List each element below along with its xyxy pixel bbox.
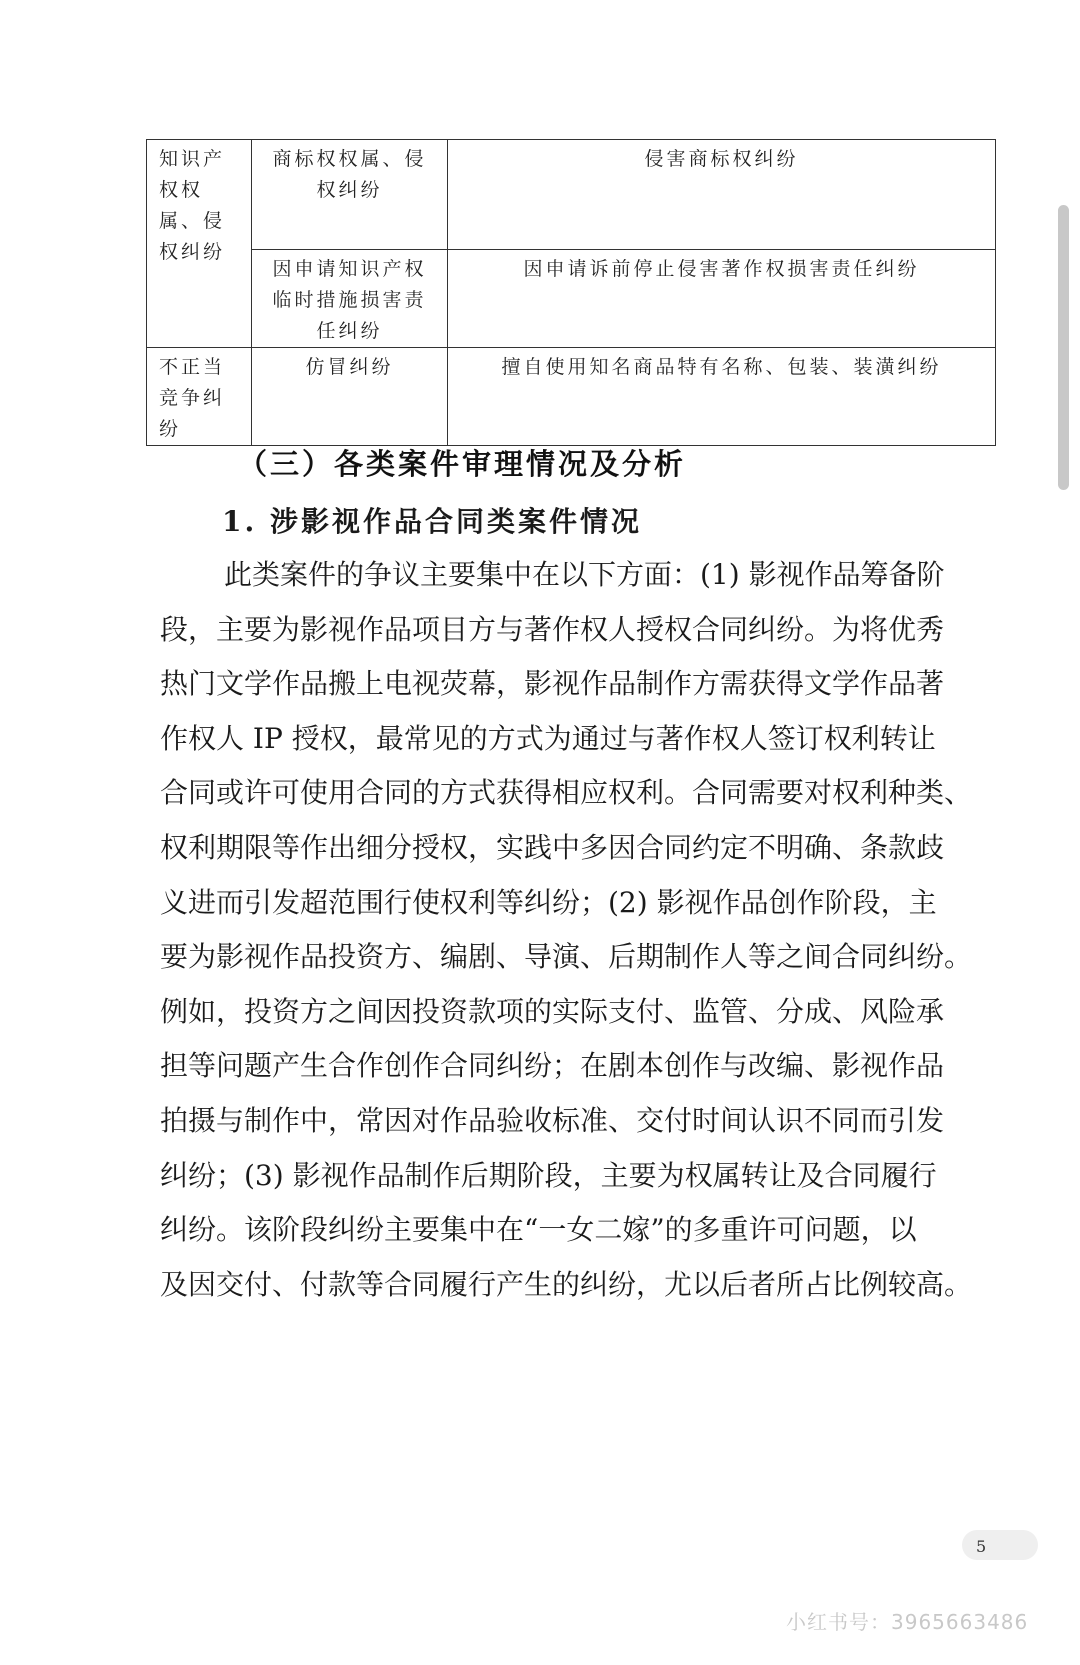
table-cell-example: 擅自使用知名商品特有名称、包装、装潢纠纷 xyxy=(448,348,996,446)
body-line: 例如，投资方之间因投资款项的实际支付、监管、分成、风险承 xyxy=(160,994,945,1028)
section-heading: （三）各类案件审理情况及分析 xyxy=(238,447,687,481)
body-line: 要为影视作品投资方、编剧、导演、后期制作人等之间合同纠纷。 xyxy=(160,940,973,974)
body-line: 义进而引发超范围行使权利等纠纷；(2) 影视作品创作阶段，主 xyxy=(160,885,937,919)
case-category-table xyxy=(146,139,996,446)
table-cell-category: 不正当竞争纠纷 xyxy=(147,348,252,446)
table-cell-subcategory: 因申请知识产权临时措施损害责任纠纷 xyxy=(252,250,448,348)
table-cell-example: 侵害商标权纠纷 xyxy=(448,140,996,250)
page-number: 5 xyxy=(976,1537,987,1556)
page-badge xyxy=(962,1530,1038,1560)
body-line: 作权人 IP 授权，最常见的方式为通过与著作权人签订权利转让 xyxy=(160,721,936,755)
body-line: 合同或许可使用合同的方式获得相应权利。合同需要对权利种类、 xyxy=(160,776,973,810)
body-line: 纠纷；(3) 影视作品制作后期阶段，主要为权属转让及合同履行 xyxy=(160,1158,937,1192)
body-line: 热门文学作品搬上电视荧幕，影视作品制作方需获得文学作品著 xyxy=(160,667,945,701)
table-row xyxy=(147,250,996,348)
sub-heading: 1. 涉影视作品合同类案件情况 xyxy=(222,505,642,538)
table-cell-subcategory: 仿冒纠纷 xyxy=(252,348,448,446)
body-line: 段，主要为影视作品项目方与著作权人授权合同纠纷。为将优秀 xyxy=(160,612,945,646)
body-line: 拍摄与制作中，常因对作品验收标准、交付时间认识不同而引发 xyxy=(160,1103,945,1137)
table-row xyxy=(147,140,996,250)
table-row xyxy=(147,348,996,446)
scrollbar[interactable] xyxy=(1058,205,1069,490)
body-paragraph xyxy=(160,548,1010,1312)
body-line: 及因交付、付款等合同履行产生的纠纷，尤以后者所占比例较高。 xyxy=(160,1267,973,1301)
body-line: 纠纷。该阶段纠纷主要集中在“一女二嫁”的多重许可问题，以 xyxy=(160,1213,917,1247)
body-line: 此类案件的争议主要集中在以下方面：(1) 影视作品筹备阶 xyxy=(224,558,945,591)
table-cell-category: 知识产权权属、侵权纠纷 xyxy=(147,140,252,348)
table-cell-example: 因申请诉前停止侵害著作权损害责任纠纷 xyxy=(448,250,996,348)
body-line: 权利期限等作出细分授权，实践中多因合同约定不明确、条款歧 xyxy=(160,830,945,864)
body-line: 担等问题产生合作创作合同纠纷；在剧本创作与改编、影视作品 xyxy=(160,1049,945,1083)
table-cell-subcategory: 商标权权属、侵权纠纷 xyxy=(252,140,448,250)
watermark: 小红书号：3965663486 xyxy=(786,1610,1029,1634)
